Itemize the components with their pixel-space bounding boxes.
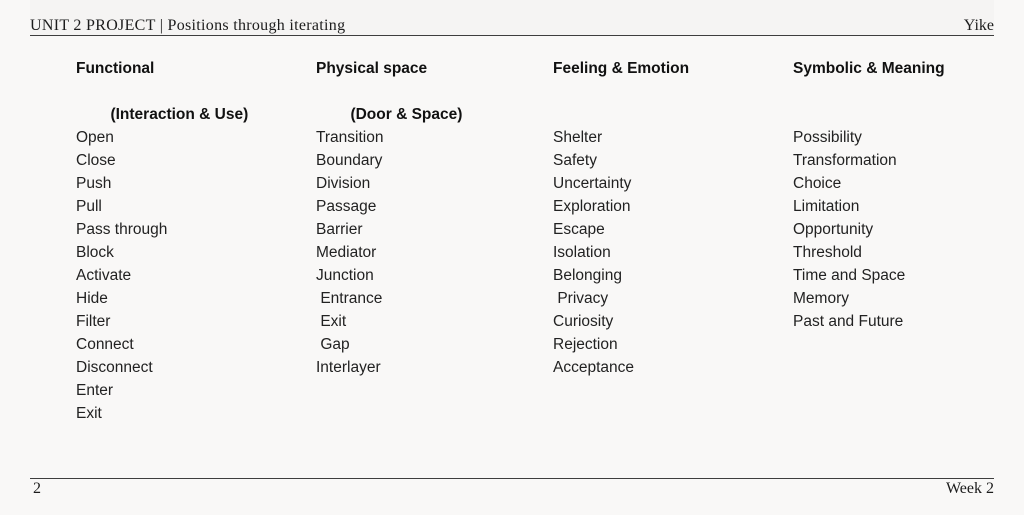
list-item: Entrance [316,290,383,307]
list-item: Possibility [793,129,862,146]
list-item: Interlayer [316,359,381,376]
list-item: Exit [76,405,102,422]
column-title-line1: Functional [76,60,155,77]
column-title-line1: Feeling & Emotion [553,60,690,77]
list-item: Filter [76,313,111,330]
list-item: Transformation [793,152,897,169]
list-item: Barrier [316,221,363,238]
column-title [316,57,553,123]
list-item: Division [316,175,371,192]
list-item: Gap [316,336,350,353]
column-physical-space [316,57,553,425]
list-item: Safety [553,152,597,169]
list-item: Belonging [553,267,622,284]
list-item: Activate [76,267,132,284]
list-item: Threshold [793,244,862,261]
column-functional [76,57,316,425]
list-item: Passage [316,198,377,215]
list-item: Curiosity [553,313,614,330]
list-item: Enter [76,382,114,399]
list-item: Disconnect [76,359,153,376]
list-item: Hide [76,290,108,307]
list-item: Boundary [316,152,383,169]
list-item: Close [76,152,116,169]
column-title [76,57,316,123]
word-list [553,126,793,379]
slide-footer [30,478,994,498]
footer-page-number: 2 [33,480,41,497]
list-item: Block [76,244,114,261]
column-symbolic-meaning [793,57,1004,425]
column-feeling-emotion [553,57,793,425]
list-item: Escape [553,221,605,238]
list-item: Open [76,129,114,146]
list-item: Pass through [76,221,168,238]
list-item: Past and Future [793,313,904,330]
footer-week-label: Week 2 [945,480,994,497]
column-title [553,57,793,103]
list-item: Acceptance [553,359,634,376]
word-columns [76,57,1004,425]
list-item: Pull [76,198,102,215]
list-item: Transition [316,129,384,146]
list-item: Privacy [553,290,609,307]
column-title-line2: (Interaction & Use) [110,106,249,123]
word-list [316,126,553,379]
column-title [793,57,1004,103]
list-item: Mediator [316,244,377,261]
list-item: Opportunity [793,221,874,238]
column-title-line1: Symbolic & Meaning [793,60,945,77]
header-author: Yike [963,17,994,34]
list-item: Connect [76,336,134,353]
header-title: UNIT 2 PROJECT | Positions through iterating [30,17,346,34]
list-item: Exit [316,313,347,330]
list-item: Memory [793,290,849,307]
list-item: Junction [316,267,374,284]
list-item: Push [76,175,112,192]
list-item: Rejection [553,336,618,353]
list-item: Isolation [553,244,611,261]
column-title-line2: (Door & Space) [350,106,463,123]
list-item: Limitation [793,198,860,215]
list-item: Exploration [553,198,631,215]
list-item: Choice [793,175,842,192]
list-item: Time and Space [793,267,906,284]
word-list [793,126,1004,333]
column-title-line1: Physical space [316,60,428,77]
slide-header [30,0,994,36]
list-item: Shelter [553,129,603,146]
list-item: Uncertainty [553,175,632,192]
word-list [76,126,316,425]
